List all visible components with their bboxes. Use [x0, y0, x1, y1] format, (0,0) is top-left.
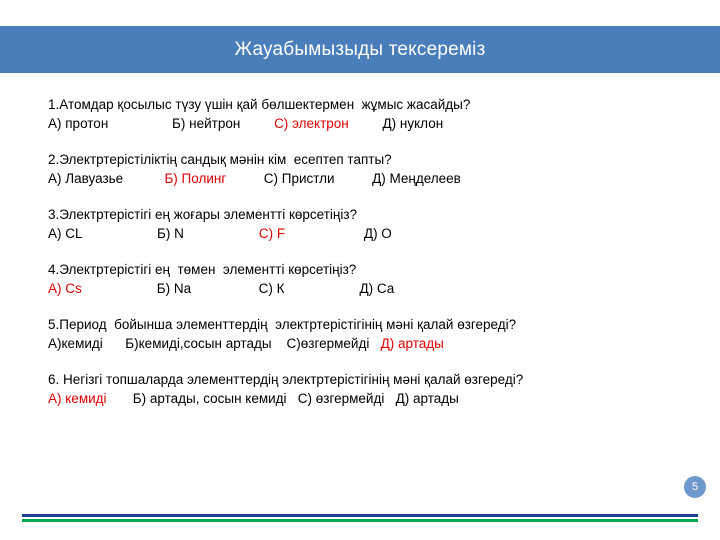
- options-before: А)кемиді Б)кемиді,сосын артады С)өзгермейді: [48, 336, 381, 351]
- question-text: 1.Атомдар қосылыс түзу үшін қай бөлшектермен жұмыс жасайды?: [48, 97, 471, 112]
- correct-answer: С) электрон: [274, 116, 349, 131]
- question-options: [48, 279, 688, 298]
- question-options: [48, 334, 688, 353]
- options-before: А) CL Б) N: [48, 226, 259, 241]
- footer-decoration: [0, 514, 720, 524]
- options-before: А) Лавуазье: [48, 171, 165, 186]
- question-item: [48, 370, 688, 408]
- question-options: [48, 224, 688, 243]
- question-item: [48, 150, 688, 188]
- options-before: А) протон Б) нейтрон: [48, 116, 275, 131]
- question-text: 6. Негізгі топшаларда элементтердің электртерістігінің мәні қалай өзгереді?: [48, 372, 524, 387]
- page-number-badge: 5: [684, 476, 706, 498]
- question-text: 4.Электртерістігі ең төмен элементті көрсетіңіз?: [48, 262, 357, 277]
- footer-line-blue: [22, 514, 698, 517]
- question-item: [48, 95, 688, 133]
- question-text: 5.Период бойынша элементтердің электртерістігінің мәні қалай өзгереді?: [48, 317, 517, 332]
- options-after: Д) нуклон: [348, 116, 444, 131]
- options-after: Б) Na С) К Д) Са: [81, 281, 395, 296]
- correct-answer: Б) Полинг: [164, 171, 227, 186]
- question-options: [48, 114, 688, 133]
- footer-line-green: [22, 519, 698, 522]
- correct-answer: А) Сs: [48, 281, 82, 296]
- question-text: 3.Электртерістігі ең жоғары элементті көрсетіңіз?: [48, 207, 358, 222]
- question-options: [48, 389, 688, 408]
- page-title: Жауабымызыды тексереміз: [234, 39, 486, 60]
- question-item: [48, 315, 688, 353]
- questions-list: [48, 95, 688, 425]
- correct-answer: Д) артады: [380, 336, 444, 351]
- options-after: Б) артады, сосын кемиді С) өзгермейді Д) артады: [106, 391, 459, 406]
- question-options: [48, 169, 688, 188]
- options-after: С) Пристли Д) Меңделеев: [226, 171, 461, 186]
- question-text: 2.Электртерістіліктің сандық мәнін кім есептеп тапты?: [48, 152, 392, 167]
- correct-answer: С) F: [258, 226, 286, 241]
- question-item: [48, 260, 688, 298]
- correct-answer: А) кемиді: [48, 391, 107, 406]
- options-after: Д) О: [285, 226, 392, 241]
- question-item: [48, 205, 688, 243]
